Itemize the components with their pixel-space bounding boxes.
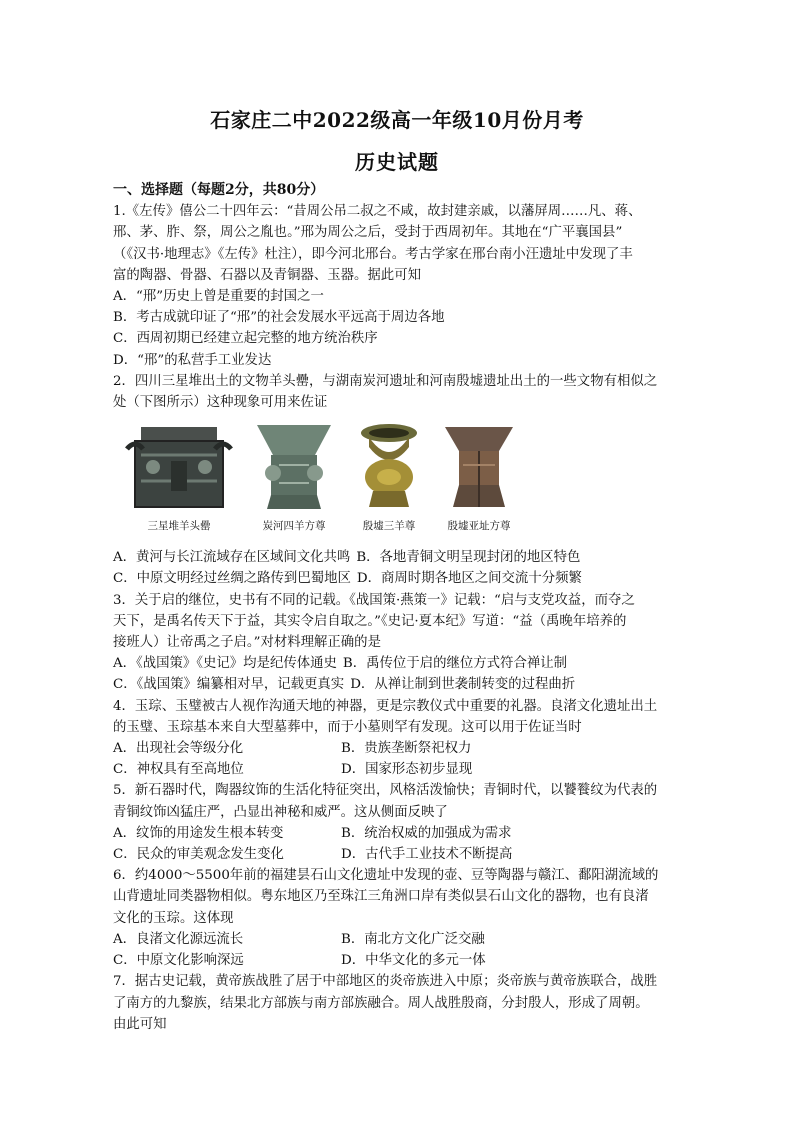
question-1-line: 1.《左传》僖公二十四年云：“昔周公吊二叔之不咸，故封建亲戚，以藩屏周……凡、蒋、 — [113, 204, 642, 220]
question-3-line: 3．关于启的继位，史书有不同的记载。《战国策·燕策一》记载：“启与支党攻益，而夺之 — [113, 592, 635, 608]
question-7-line: 7．据古史记载，黄帝族战胜了居于中部地区的炎帝族进入中原；炎帝族与黄帝族联合，战胜 — [113, 974, 658, 990]
question-4-option-a: A．出现社会等级分化 — [113, 741, 244, 757]
question-3-option-d: D．从禅让制到世袭制转变的过程曲折 — [350, 677, 576, 693]
section-heading: 一、选择题（每题2分，共80分） — [113, 182, 325, 198]
question-2 — [113, 371, 685, 590]
question-6-option-d: D．中华文化的多元一体 — [341, 953, 486, 969]
yazhi-square-zun-image — [439, 421, 519, 513]
exam-subject: 历史试题 — [355, 150, 439, 174]
question-5-option-c: C．民众的审美观念发生变化 — [113, 847, 284, 863]
artifact-tanhe — [249, 421, 339, 537]
question-5-line: 青铜纹饰凶猛庄严，凸显出神秘和威严。这从侧面反映了 — [113, 804, 448, 820]
four-ram-square-zun-image — [249, 421, 339, 513]
question-2-line: 2．四川三星堆出土的文物羊头罍，与湖南炭河遗址和河南殷墟遗址出土的一些文物有相似之 — [113, 373, 658, 389]
question-4-line: 的玉璧、玉琮基本来自大型墓葬中，而于小墓则罕有发现。这可以用于佐证当时 — [113, 719, 582, 735]
question-1-line: 富的陶器、骨器、石器以及青铜器、玉器。据此可知 — [113, 267, 421, 283]
question-2-options-row — [113, 547, 685, 568]
question-1 — [113, 201, 685, 371]
question-2-option-c: C．中原文明经过丝绸之路传到巴蜀地区 — [113, 571, 351, 587]
question-3-options-row — [113, 653, 685, 674]
question-5-option-b: B．统治权威的加强成为需求 — [341, 825, 512, 841]
question-6-options-row — [113, 950, 685, 971]
three-ram-zun-image — [353, 421, 425, 513]
question-3-option-c: C．《战国策》编纂相对早，记载更真实 — [113, 677, 345, 693]
question-4 — [113, 696, 685, 781]
artifact-caption: 殷墟三羊尊 — [362, 520, 416, 533]
sheep-head-lei-image — [123, 421, 235, 513]
question-6-line: 文化的玉琮。这体现 — [113, 910, 234, 926]
question-5-options-row — [113, 823, 685, 844]
question-4-line: 4．玉琮、玉璧被古人视作沟通天地的神器，更是宗教仪式中重要的礼器。良渚文化遗址出土 — [113, 698, 658, 714]
artifact-yinxu-sanyang — [353, 421, 425, 537]
question-4-option-b: B．贵族垄断祭祀权力 — [341, 741, 472, 757]
question-6-option-a: A．良渚文化源远流长 — [113, 931, 244, 947]
question-2-line: 处（下图所示）这种现象可用来佐证 — [113, 395, 328, 411]
question-3-option-b: B．禹传位于启的继位方式符合禅让制 — [342, 656, 568, 672]
exam-content — [113, 180, 685, 1035]
question-5 — [113, 780, 685, 865]
question-6 — [113, 865, 685, 971]
question-6-option-c: C．中原文化影响深远 — [113, 953, 244, 969]
question-7 — [113, 971, 685, 1035]
artifact-caption: 三星堆羊头罍 — [147, 520, 211, 533]
artifact-caption: 殷墟亚址方尊 — [447, 520, 511, 533]
artifact-caption: 炭河四羊方尊 — [262, 520, 326, 533]
question-2-option-d: D．商周时期各地区之间交流十分频繁 — [356, 571, 582, 587]
question-7-line: 由此可知 — [113, 1016, 167, 1032]
question-1-option-a: A．“邢”历史上曾是重要的封国之一 — [113, 289, 324, 305]
question-1-line: （《汉书·地理志》《左传》杜注），即今河北邢台。考古学家在邢台南小汪遗址中发现了丰 — [113, 246, 633, 262]
artifact-yinxu-yazhi — [439, 421, 519, 537]
question-4-option-d: D．国家形态初步显现 — [341, 762, 473, 778]
question-2-option-b: B．各地青铜文明呈现封闭的地区特色 — [356, 550, 581, 566]
question-3-line: 天下，是禹名传天下于益，其实令启自取之。”《史记·夏本纪》写道：“益（禹晚年培养的 — [113, 613, 627, 629]
exam-title: 石家庄二中2022级高一年级10月份月考 — [210, 108, 584, 132]
question-4-options-row — [113, 738, 685, 759]
question-7-line: 了南方的九黎族，结果北方部族与南方部族融合。周人战胜殷商，分封殷人，形成了周朝。 — [113, 995, 649, 1011]
question-5-options-row — [113, 844, 685, 865]
question-5-line: 5．新石器时代，陶器纹饰的生活化特征突出，风格活泼愉快；青铜时代，以饕餮纹为代表的 — [113, 783, 658, 799]
question-6-line: 山背遗址同类器物相似。粤东地区乃至珠江三角洲口岸有类似昙石山文化的器物，也有良渚 — [113, 889, 649, 905]
artifact-sanxingdui — [123, 421, 235, 537]
question-4-options-row — [113, 759, 685, 780]
question-3-line: 接班人）让帝禹之子启。”对材料理解正确的是 — [113, 635, 381, 651]
question-5-option-d: D．古代手工业技术不断提高 — [341, 847, 513, 863]
question-4-option-c: C．神权具有至高地位 — [113, 762, 244, 778]
question-1-option-d: D．“邢”的私营手工业发达 — [113, 352, 272, 368]
question-3 — [113, 590, 685, 696]
question-3-options-row — [113, 674, 685, 695]
question-6-options-row — [113, 929, 685, 950]
question-1-line: 邢、茅、胙、祭，周公之胤也。”邢为周公之后，受封于西周初年。其地在“广平襄国县” — [113, 225, 623, 241]
artifact-images — [123, 419, 685, 537]
question-1-option-b: B．考古成就印证了“邢”的社会发展水平远高于周边各地 — [113, 310, 445, 326]
question-5-option-a: A．纹饰的用途发生根本转变 — [113, 825, 284, 841]
question-6-line: 6．约4000～5500年前的福建昙石山文化遗址中发现的壶、豆等陶器与赣江、鄱阳湖流域的 — [113, 868, 659, 884]
question-1-option-c: C．西周初期已经建立起完整的地方统治秩序 — [113, 331, 378, 347]
question-6-option-b: B．南北方文化广泛交融 — [341, 931, 485, 947]
question-2-option-a: A．黄河与长江流域存在区域间文化共鸣 — [113, 550, 351, 566]
question-3-option-a: A．《战国策》《史记》均是纪传体通史 — [113, 656, 337, 672]
question-2-options-row — [113, 568, 685, 589]
